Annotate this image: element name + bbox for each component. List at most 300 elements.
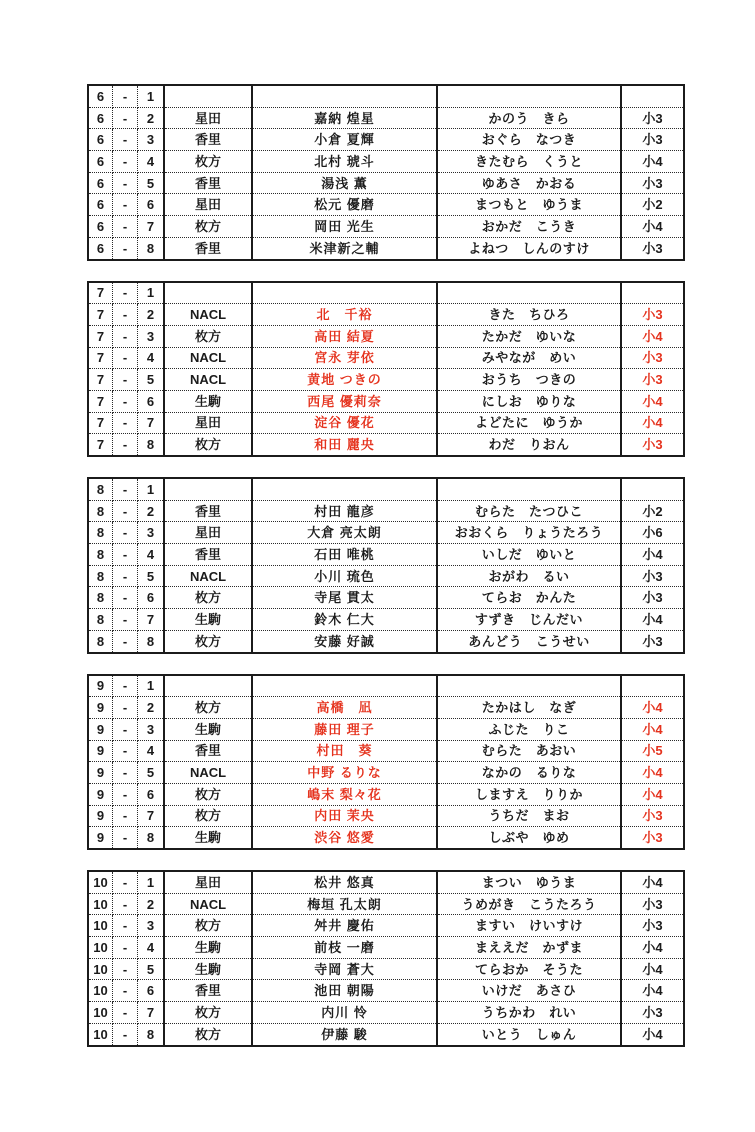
club-cell: 枚方 bbox=[164, 697, 252, 719]
entry-number-cell: 7 bbox=[138, 805, 165, 827]
grade-cell: 小3 bbox=[642, 633, 663, 649]
dash-cell: - bbox=[113, 762, 138, 784]
entry-number-cell: 8 bbox=[138, 827, 165, 849]
kana-reading-cell: ゆあさ かおる bbox=[437, 172, 621, 194]
grade-cell: 小3 bbox=[621, 172, 684, 194]
club-cell bbox=[164, 282, 252, 304]
group-number-cell: 9 bbox=[88, 675, 113, 697]
table-row bbox=[88, 172, 684, 194]
grade-cell: 小4 bbox=[621, 871, 684, 893]
kana-reading-cell: いけだ あさひ bbox=[437, 980, 621, 1002]
player-name-cell: 岡田 光生 bbox=[252, 216, 437, 238]
group-number-cell: 8 bbox=[88, 609, 113, 631]
entry-number-cell: 2 bbox=[138, 304, 165, 326]
grade-cell bbox=[621, 675, 684, 697]
club-cell: 香里 bbox=[164, 129, 252, 151]
table-row bbox=[88, 762, 684, 784]
entry-number-cell: 3 bbox=[138, 915, 165, 937]
table-row bbox=[88, 609, 684, 631]
kana-reading-cell: ふじた りこ bbox=[437, 718, 621, 740]
entry-number-cell: 6 bbox=[138, 980, 165, 1002]
group-number-cell: 9 bbox=[88, 783, 113, 805]
club-cell: 星田 bbox=[164, 412, 252, 434]
entry-number-cell: 1 bbox=[138, 282, 165, 304]
group-number-cell: 6 bbox=[88, 129, 113, 151]
kana-reading-cell: むらた たつひこ bbox=[437, 500, 621, 522]
player-name-cell: 松元 優磨 bbox=[252, 194, 437, 216]
group-number-cell: 10 bbox=[88, 1023, 113, 1045]
dash-cell: - bbox=[113, 390, 138, 412]
group-number-cell: 6 bbox=[88, 151, 113, 173]
entry-number-cell: 8 bbox=[138, 630, 165, 652]
group-number-cell: 8 bbox=[88, 565, 113, 587]
dash-cell: - bbox=[113, 172, 138, 194]
entry-number-cell: 8 bbox=[138, 1023, 165, 1045]
grade-cell: 小4 bbox=[621, 216, 684, 238]
club-cell: 香里 bbox=[164, 980, 252, 1002]
dash-cell: - bbox=[113, 500, 138, 522]
entry-number-cell: 6 bbox=[138, 783, 165, 805]
entry-number-cell: 4 bbox=[138, 151, 165, 173]
kana-reading-cell: いとう しゅん bbox=[437, 1023, 621, 1045]
table-row bbox=[88, 893, 684, 915]
group-number-cell: 8 bbox=[88, 500, 113, 522]
player-name-cell: 北村 琥斗 bbox=[252, 151, 437, 173]
player-name-cell: 中野 るりな bbox=[252, 762, 437, 784]
table-row bbox=[88, 129, 684, 151]
dash-cell: - bbox=[113, 129, 138, 151]
kana-reading-cell: おがわ るい bbox=[437, 565, 621, 587]
player-name-cell: 黄地 つきの bbox=[252, 369, 437, 391]
dash-cell: - bbox=[113, 675, 138, 697]
grade-cell bbox=[621, 85, 684, 107]
table-row bbox=[88, 827, 684, 849]
group-number-cell: 6 bbox=[88, 194, 113, 216]
entry-number-cell: 5 bbox=[138, 565, 165, 587]
club-cell: 枚方 bbox=[164, 587, 252, 609]
dash-cell: - bbox=[113, 304, 138, 326]
kana-reading-cell: たかだ ゆいな bbox=[437, 325, 621, 347]
tables-container bbox=[87, 84, 685, 1047]
player-name-cell: 嶋末 梨々花 bbox=[252, 783, 437, 805]
player-name-cell: 宮永 芽依 bbox=[252, 347, 437, 369]
table-row bbox=[88, 500, 684, 522]
group-number-cell: 9 bbox=[88, 697, 113, 719]
group-7-table bbox=[87, 281, 685, 458]
kana-reading-cell: たかはし なぎ bbox=[437, 697, 621, 719]
group-number-cell: 9 bbox=[88, 718, 113, 740]
kana-reading-cell: おぐら なつき bbox=[437, 129, 621, 151]
club-cell: 枚方 bbox=[164, 805, 252, 827]
grade-cell: 小4 bbox=[621, 783, 684, 805]
club-cell: 生駒 bbox=[164, 958, 252, 980]
grade-cell: 小3 bbox=[621, 304, 684, 326]
table-row bbox=[88, 304, 684, 326]
kana-reading-cell: よどたに ゆうか bbox=[437, 412, 621, 434]
dash-cell: - bbox=[113, 871, 138, 893]
kana-reading-cell bbox=[437, 478, 621, 500]
grade-cell: 小4 bbox=[621, 762, 684, 784]
grade-cell: 小3 bbox=[642, 240, 663, 256]
dash-cell: - bbox=[113, 1002, 138, 1024]
dash-cell: - bbox=[113, 587, 138, 609]
dash-cell: - bbox=[113, 107, 138, 129]
dash-cell: - bbox=[113, 282, 138, 304]
entry-number-cell: 6 bbox=[138, 194, 165, 216]
kana-reading-cell: うめがき こうたろう bbox=[437, 893, 621, 915]
group-number-cell: 9 bbox=[88, 740, 113, 762]
kana-reading-cell: おかだ こうき bbox=[437, 216, 621, 238]
kana-reading-cell: よねつ しんのすけ bbox=[437, 237, 621, 259]
club-cell: NACL bbox=[164, 893, 252, 915]
grade-cell: 小4 bbox=[621, 544, 684, 566]
group-number-cell: 9 bbox=[88, 805, 113, 827]
player-name-cell: 寺尾 貫太 bbox=[252, 587, 437, 609]
table-row bbox=[88, 1002, 684, 1024]
kana-reading-cell: なかの るりな bbox=[437, 762, 621, 784]
grade-cell: 小3 bbox=[621, 565, 684, 587]
club-cell: NACL bbox=[164, 762, 252, 784]
entry-number-cell: 1 bbox=[138, 871, 165, 893]
grade-cell: 小3 bbox=[621, 107, 684, 129]
entry-number-cell: 3 bbox=[138, 718, 165, 740]
grade-cell: 小6 bbox=[621, 522, 684, 544]
entry-number-cell: 2 bbox=[138, 107, 165, 129]
grade-cell: 小3 bbox=[621, 805, 684, 827]
player-name-cell: 高田 結夏 bbox=[252, 325, 437, 347]
group-number-cell: 10 bbox=[88, 958, 113, 980]
club-cell: 枚方 bbox=[164, 434, 252, 456]
kana-reading-cell: まつもと ゆうま bbox=[437, 194, 621, 216]
entry-number-cell: 6 bbox=[138, 390, 165, 412]
group-number-cell: 9 bbox=[88, 762, 113, 784]
group-number-cell: 7 bbox=[88, 412, 113, 434]
kana-reading-cell: いしだ ゆいと bbox=[437, 544, 621, 566]
dash-cell: - bbox=[113, 958, 138, 980]
player-name-cell: 村田 龍彦 bbox=[252, 500, 437, 522]
entry-number-cell: 7 bbox=[138, 216, 165, 238]
table-row bbox=[88, 107, 684, 129]
group-number-cell: 10 bbox=[88, 980, 113, 1002]
club-cell: 星田 bbox=[164, 194, 252, 216]
dash-cell: - bbox=[113, 216, 138, 238]
group-number-cell: 10 bbox=[88, 893, 113, 915]
dash-cell: - bbox=[113, 697, 138, 719]
club-cell: 生駒 bbox=[164, 390, 252, 412]
dash-cell: - bbox=[113, 893, 138, 915]
dash-cell: - bbox=[113, 1023, 138, 1045]
dash-cell: - bbox=[113, 630, 138, 652]
group-number-cell: 8 bbox=[88, 630, 113, 652]
player-name-cell: 和田 麗央 bbox=[252, 434, 437, 456]
club-cell: 生駒 bbox=[164, 827, 252, 849]
entry-number-cell: 1 bbox=[138, 478, 165, 500]
entry-number-cell: 3 bbox=[138, 522, 165, 544]
club-cell: 香里 bbox=[164, 237, 252, 259]
group-number-cell: 8 bbox=[88, 587, 113, 609]
kana-reading-cell: きた ちひろ bbox=[437, 304, 621, 326]
entry-number-cell: 7 bbox=[138, 609, 165, 631]
kana-reading-cell: てらお かんた bbox=[437, 587, 621, 609]
table-row bbox=[88, 216, 684, 238]
group-number-cell: 7 bbox=[88, 434, 113, 456]
dash-cell: - bbox=[113, 194, 138, 216]
table-row bbox=[88, 478, 684, 500]
club-cell: 星田 bbox=[164, 522, 252, 544]
group-number-cell: 7 bbox=[88, 282, 113, 304]
table-row bbox=[88, 587, 684, 609]
player-name-cell: 寺岡 蒼大 bbox=[252, 958, 437, 980]
grade-cell: 小3 bbox=[642, 437, 663, 453]
dash-cell: - bbox=[113, 412, 138, 434]
player-name-cell bbox=[252, 282, 437, 304]
club-cell: 香里 bbox=[164, 500, 252, 522]
table-row bbox=[88, 412, 684, 434]
player-name-cell bbox=[252, 85, 437, 107]
player-name-cell: 淀谷 優花 bbox=[252, 412, 437, 434]
player-name-cell: 鈴木 仁大 bbox=[252, 609, 437, 631]
kana-reading-cell: むらた あおい bbox=[437, 740, 621, 762]
player-name-cell: 舛井 慶佑 bbox=[252, 915, 437, 937]
club-cell: 枚方 bbox=[164, 915, 252, 937]
table-row bbox=[88, 783, 684, 805]
player-name-cell: 藤田 理子 bbox=[252, 718, 437, 740]
dash-cell: - bbox=[113, 937, 138, 959]
kana-reading-cell bbox=[437, 675, 621, 697]
player-name-cell: 小倉 夏輝 bbox=[252, 129, 437, 151]
kana-reading-cell: みやなが めい bbox=[437, 347, 621, 369]
dash-cell: - bbox=[113, 740, 138, 762]
group-number-cell: 7 bbox=[88, 390, 113, 412]
kana-reading-cell: ますい けいすけ bbox=[437, 915, 621, 937]
table-row bbox=[88, 347, 684, 369]
grade-cell: 小5 bbox=[621, 740, 684, 762]
player-name-cell: 嘉納 煌星 bbox=[252, 107, 437, 129]
group-number-cell: 10 bbox=[88, 871, 113, 893]
table-row bbox=[88, 740, 684, 762]
grade-cell: 小3 bbox=[621, 129, 684, 151]
club-cell: 枚方 bbox=[164, 783, 252, 805]
club-cell bbox=[164, 478, 252, 500]
player-name-cell: 内川 怜 bbox=[252, 1002, 437, 1024]
club-cell: 生駒 bbox=[164, 609, 252, 631]
player-name-cell: 北 千裕 bbox=[252, 304, 437, 326]
grade-cell: 小3 bbox=[621, 1002, 684, 1024]
player-name-cell: 梅垣 孔太朗 bbox=[252, 893, 437, 915]
group-number-cell: 7 bbox=[88, 304, 113, 326]
grade-cell: 小3 bbox=[621, 587, 684, 609]
table-row bbox=[88, 1023, 684, 1045]
player-name-cell bbox=[252, 675, 437, 697]
player-name-cell: 内田 茉央 bbox=[252, 805, 437, 827]
club-cell: 生駒 bbox=[164, 937, 252, 959]
grade-cell: 小4 bbox=[621, 325, 684, 347]
club-cell: 生駒 bbox=[164, 718, 252, 740]
player-name-cell: 西尾 優莉奈 bbox=[252, 390, 437, 412]
kana-reading-cell: にしお ゆりな bbox=[437, 390, 621, 412]
club-cell: 枚方 bbox=[164, 216, 252, 238]
table-row bbox=[88, 937, 684, 959]
kana-reading-cell: うちかわ れい bbox=[437, 1002, 621, 1024]
grade-cell: 小3 bbox=[621, 369, 684, 391]
grade-cell: 小3 bbox=[621, 893, 684, 915]
entry-number-cell: 8 bbox=[138, 237, 165, 259]
table-row bbox=[88, 871, 684, 893]
table-row bbox=[88, 718, 684, 740]
dash-cell: - bbox=[113, 565, 138, 587]
kana-reading-cell: おおくら りょうたろう bbox=[437, 522, 621, 544]
player-name-cell: 湯浅 薫 bbox=[252, 172, 437, 194]
table-row bbox=[88, 85, 684, 107]
dash-cell: - bbox=[113, 544, 138, 566]
kana-reading-cell: すずき じんだい bbox=[437, 609, 621, 631]
table-row bbox=[88, 805, 684, 827]
dash-cell: - bbox=[113, 434, 138, 456]
entry-number-cell: 3 bbox=[138, 325, 165, 347]
kana-reading-cell: あんどう こうせい bbox=[437, 630, 621, 652]
group-number-cell: 6 bbox=[88, 172, 113, 194]
grade-cell: 小3 bbox=[621, 347, 684, 369]
group-8-table bbox=[87, 477, 685, 654]
entry-number-cell: 4 bbox=[138, 544, 165, 566]
club-cell bbox=[164, 85, 252, 107]
entry-number-cell: 4 bbox=[138, 740, 165, 762]
group-number-cell: 10 bbox=[88, 915, 113, 937]
table-row bbox=[88, 522, 684, 544]
dash-cell: - bbox=[113, 805, 138, 827]
entry-number-cell: 3 bbox=[138, 129, 165, 151]
group-number-cell: 6 bbox=[88, 107, 113, 129]
club-cell: NACL bbox=[164, 369, 252, 391]
table-row bbox=[88, 544, 684, 566]
grade-cell: 小3 bbox=[621, 915, 684, 937]
entry-number-cell: 5 bbox=[138, 762, 165, 784]
grade-cell: 小4 bbox=[621, 609, 684, 631]
table-row bbox=[88, 325, 684, 347]
kana-reading-cell: わだ りおん bbox=[437, 434, 621, 456]
player-name-cell: 池田 朝陽 bbox=[252, 980, 437, 1002]
player-name-cell: 石田 唯桃 bbox=[252, 544, 437, 566]
kana-reading-cell: しますえ りりか bbox=[437, 783, 621, 805]
player-name-cell: 前枝 一磨 bbox=[252, 937, 437, 959]
group-number-cell: 10 bbox=[88, 1002, 113, 1024]
player-name-cell: 松井 悠真 bbox=[252, 871, 437, 893]
club-cell: 枚方 bbox=[164, 1023, 252, 1045]
group-number-cell: 8 bbox=[88, 522, 113, 544]
table-row bbox=[88, 194, 684, 216]
table-row bbox=[88, 369, 684, 391]
dash-cell: - bbox=[113, 718, 138, 740]
entry-number-cell: 4 bbox=[138, 347, 165, 369]
group-9-table bbox=[87, 674, 685, 851]
group-10-table bbox=[87, 870, 685, 1047]
group-number-cell: 6 bbox=[88, 85, 113, 107]
player-name-cell: 高橋 凪 bbox=[252, 697, 437, 719]
entry-number-cell: 1 bbox=[138, 85, 165, 107]
entry-number-cell: 2 bbox=[138, 500, 165, 522]
grade-cell: 小4 bbox=[621, 151, 684, 173]
entry-number-cell: 5 bbox=[138, 958, 165, 980]
player-name-cell: 村田 葵 bbox=[252, 740, 437, 762]
grade-cell: 小4 bbox=[621, 958, 684, 980]
dash-cell: - bbox=[113, 827, 138, 849]
grade-cell bbox=[621, 478, 684, 500]
club-cell: 枚方 bbox=[164, 325, 252, 347]
entry-number-cell: 4 bbox=[138, 937, 165, 959]
table-row bbox=[88, 151, 684, 173]
dash-cell: - bbox=[113, 522, 138, 544]
dash-cell: - bbox=[113, 478, 138, 500]
entry-number-cell: 5 bbox=[138, 172, 165, 194]
kana-reading-cell: まつい ゆうま bbox=[437, 871, 621, 893]
player-name-cell: 大倉 亮太朗 bbox=[252, 522, 437, 544]
group-number-cell: 7 bbox=[88, 347, 113, 369]
grade-cell: 小4 bbox=[621, 412, 684, 434]
club-cell: 星田 bbox=[164, 107, 252, 129]
entry-number-cell: 8 bbox=[138, 434, 165, 456]
kana-reading-cell: まええだ かずま bbox=[437, 937, 621, 959]
group-number-cell: 7 bbox=[88, 325, 113, 347]
club-cell: 香里 bbox=[164, 544, 252, 566]
dash-cell: - bbox=[113, 85, 138, 107]
dash-cell: - bbox=[113, 783, 138, 805]
grade-cell: 小4 bbox=[621, 697, 684, 719]
kana-reading-cell: きたむら くうと bbox=[437, 151, 621, 173]
dash-cell: - bbox=[113, 347, 138, 369]
group-number-cell: 8 bbox=[88, 544, 113, 566]
club-cell: 枚方 bbox=[164, 1002, 252, 1024]
entry-number-cell: 5 bbox=[138, 369, 165, 391]
club-cell: NACL bbox=[164, 565, 252, 587]
kana-reading-cell: うちだ まお bbox=[437, 805, 621, 827]
player-name-cell: 米津新之輔 bbox=[252, 237, 437, 259]
player-name-cell: 小川 琉色 bbox=[252, 565, 437, 587]
group-number-cell: 9 bbox=[88, 827, 113, 849]
group-number-cell: 6 bbox=[88, 216, 113, 238]
table-row bbox=[88, 390, 684, 412]
table-row bbox=[88, 980, 684, 1002]
kana-reading-cell bbox=[437, 85, 621, 107]
grade-cell: 小4 bbox=[621, 937, 684, 959]
entry-number-cell: 2 bbox=[138, 893, 165, 915]
grade-cell: 小4 bbox=[642, 1026, 663, 1042]
entry-number-cell: 1 bbox=[138, 675, 165, 697]
entry-number-cell: 7 bbox=[138, 412, 165, 434]
grade-cell: 小4 bbox=[621, 980, 684, 1002]
player-name-cell: 渋谷 悠愛 bbox=[252, 827, 437, 849]
club-cell: 枚方 bbox=[164, 630, 252, 652]
table-row bbox=[88, 958, 684, 980]
player-name-cell: 伊藤 駿 bbox=[252, 1023, 437, 1045]
club-cell bbox=[164, 675, 252, 697]
dash-cell: - bbox=[113, 325, 138, 347]
table-row bbox=[88, 565, 684, 587]
table-row bbox=[88, 675, 684, 697]
kana-reading-cell bbox=[437, 282, 621, 304]
club-cell: NACL bbox=[164, 347, 252, 369]
dash-cell: - bbox=[113, 151, 138, 173]
grade-cell: 小3 bbox=[642, 830, 663, 846]
group-number-cell: 7 bbox=[88, 369, 113, 391]
group-number-cell: 6 bbox=[88, 237, 113, 259]
group-6-table bbox=[87, 84, 685, 261]
entry-number-cell: 6 bbox=[138, 587, 165, 609]
club-cell: 香里 bbox=[164, 740, 252, 762]
kana-reading-cell: おうち つきの bbox=[437, 369, 621, 391]
table-row bbox=[88, 282, 684, 304]
club-cell: 枚方 bbox=[164, 151, 252, 173]
grade-cell: 小2 bbox=[621, 500, 684, 522]
